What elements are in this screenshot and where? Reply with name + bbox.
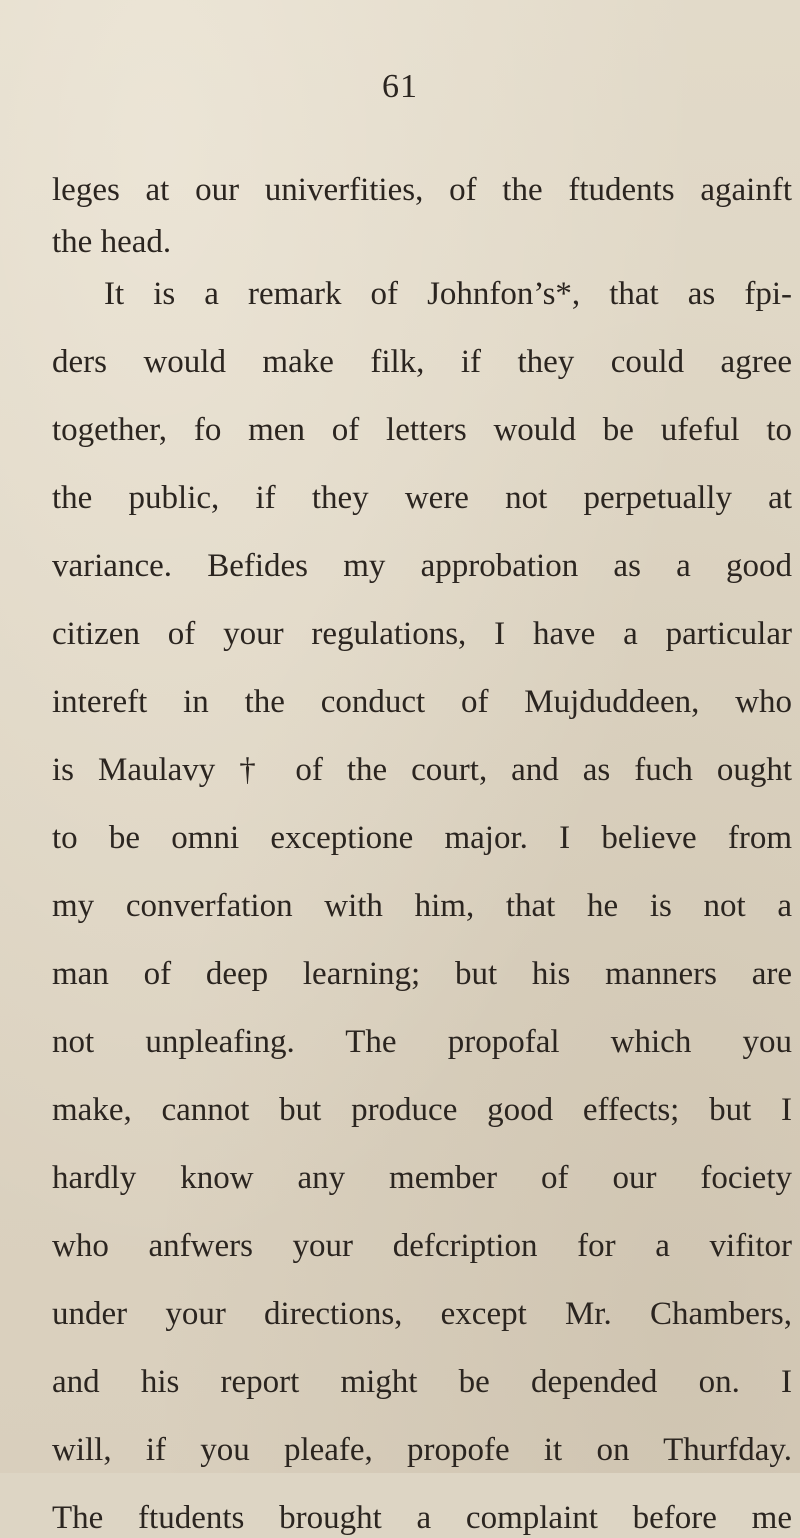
page-number: 61 (382, 68, 418, 105)
text-line: man of deep learning; but his manners are (52, 956, 792, 992)
text-line: ders would make filk, if they could agree (52, 344, 792, 380)
text-line: leges at our univerfities, of the ftudents againft (52, 172, 792, 208)
text-line: will, if you pleafe, propofe it on Thurfday. (52, 1432, 792, 1468)
text-line: make, cannot but produce good effects; but I (52, 1092, 792, 1128)
text-line: hardly know any member of our fociety (52, 1160, 792, 1196)
text-line: under your directions, except Mr. Chambers, (52, 1296, 792, 1332)
text-line: intereft in the conduct of Mujduddeen, who (52, 684, 792, 720)
text-line: variance. Befides my approbation as a good (52, 548, 792, 584)
text-line: and his report might be depended on. I (52, 1364, 792, 1400)
text-line: the head. (52, 224, 172, 260)
text-line: who anfwers your defcription for a vifitor (52, 1228, 792, 1264)
text-line: The ftudents brought a complaint before me (52, 1500, 792, 1536)
text-line: together, fo men of letters would be ufeful to (52, 412, 792, 448)
text-line: It is a remark of Johnfon’s*, that as fpi- (104, 276, 792, 312)
text-line: citizen of your regulations, I have a particular (52, 616, 792, 652)
text-line: is Maulavy † of the court, and as fuch ought (52, 752, 792, 788)
text-line: to be omni exceptione major. I believe from (52, 820, 792, 856)
text-line: my converfation with him, that he is not a (52, 888, 792, 924)
text-line: not unpleafing. The propofal which you (52, 1024, 792, 1060)
text-line: the public, if they were not perpetually at (52, 480, 792, 516)
